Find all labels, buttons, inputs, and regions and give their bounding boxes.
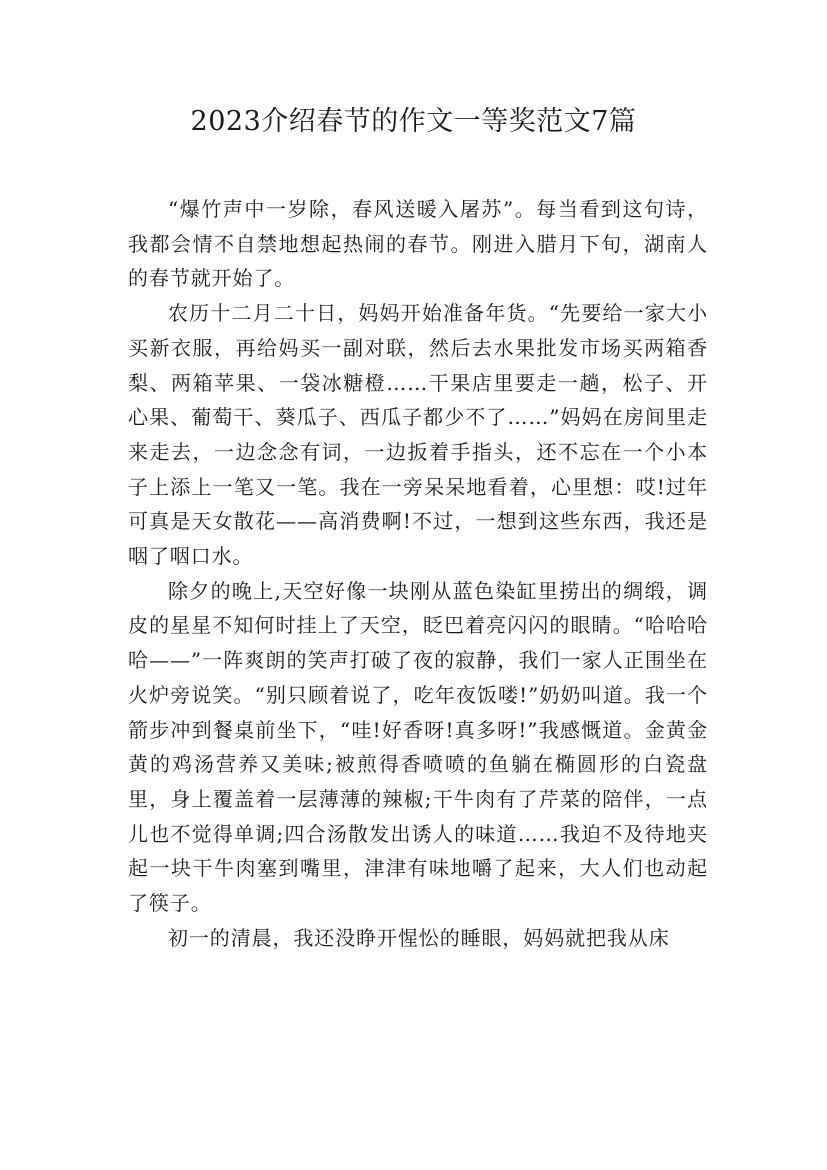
document-body bbox=[128, 192, 708, 955]
paragraph-1: “爆竹声中一岁除，春风送暖入屠苏”。每当看到这句诗，我都会情不自禁地想起热闹的春节。刚进入腊月下旬，湖南人的春节就开始了。 bbox=[128, 197, 708, 291]
document-title: 2023介绍春节的作文一等奖范文7篇 bbox=[190, 106, 637, 137]
paragraph-4: 初一的清晨，我还没睁开惺忪的睡眼，妈妈就把我从床 bbox=[168, 925, 670, 950]
paragraph-2: 农历十二月二十日，妈妈开始准备年货。“先要给一家大小买新衣服，再给妈买一副对联，然后去水果批发市场买两箱香梨、两箱苹果、一袋冰糖橙……干果店里要走一趟，松子、开心果、葡萄干、葵瓜子、西瓜子都少不了……”妈妈在房间里走来走去，一边念念有词，一边扳着手指头，还不忘在一个小本子上添上一笔又一笔。我在一旁呆呆地看着，心里想：哎!过年可真是天女散花——高消费啊!不过，一想到这些东西，我还是咽了咽口水。 bbox=[128, 301, 708, 569]
paragraph-3: 除夕的晚上,天空好像一块刚从蓝色染缸里捞出的绸缎，调皮的星星不知何时挂上了天空，眨巴着亮闪闪的眼睛。“哈哈哈哈——”一阵爽朗的笑声打破了夜的寂静，我们一家人正围坐在火炉旁说笑。“别只顾着说了，吃年夜饭喽!”奶奶叫道。我一个箭步冲到餐桌前坐下，“哇!好香呀!真多呀!”我感慨道。金黄金黄的鸡汤营养又美味;被煎得香喷喷的鱼躺在椭圆形的白瓷盘里，身上覆盖着一层薄薄的辣椒;干牛肉有了芹菜的陪伴，一点儿也不觉得单调;四合汤散发出诱人的味道……我迫不及待地夹起一块干牛肉塞到嘴里，津津有味地嚼了起来，大人们也动起了筷子。 bbox=[128, 578, 708, 916]
